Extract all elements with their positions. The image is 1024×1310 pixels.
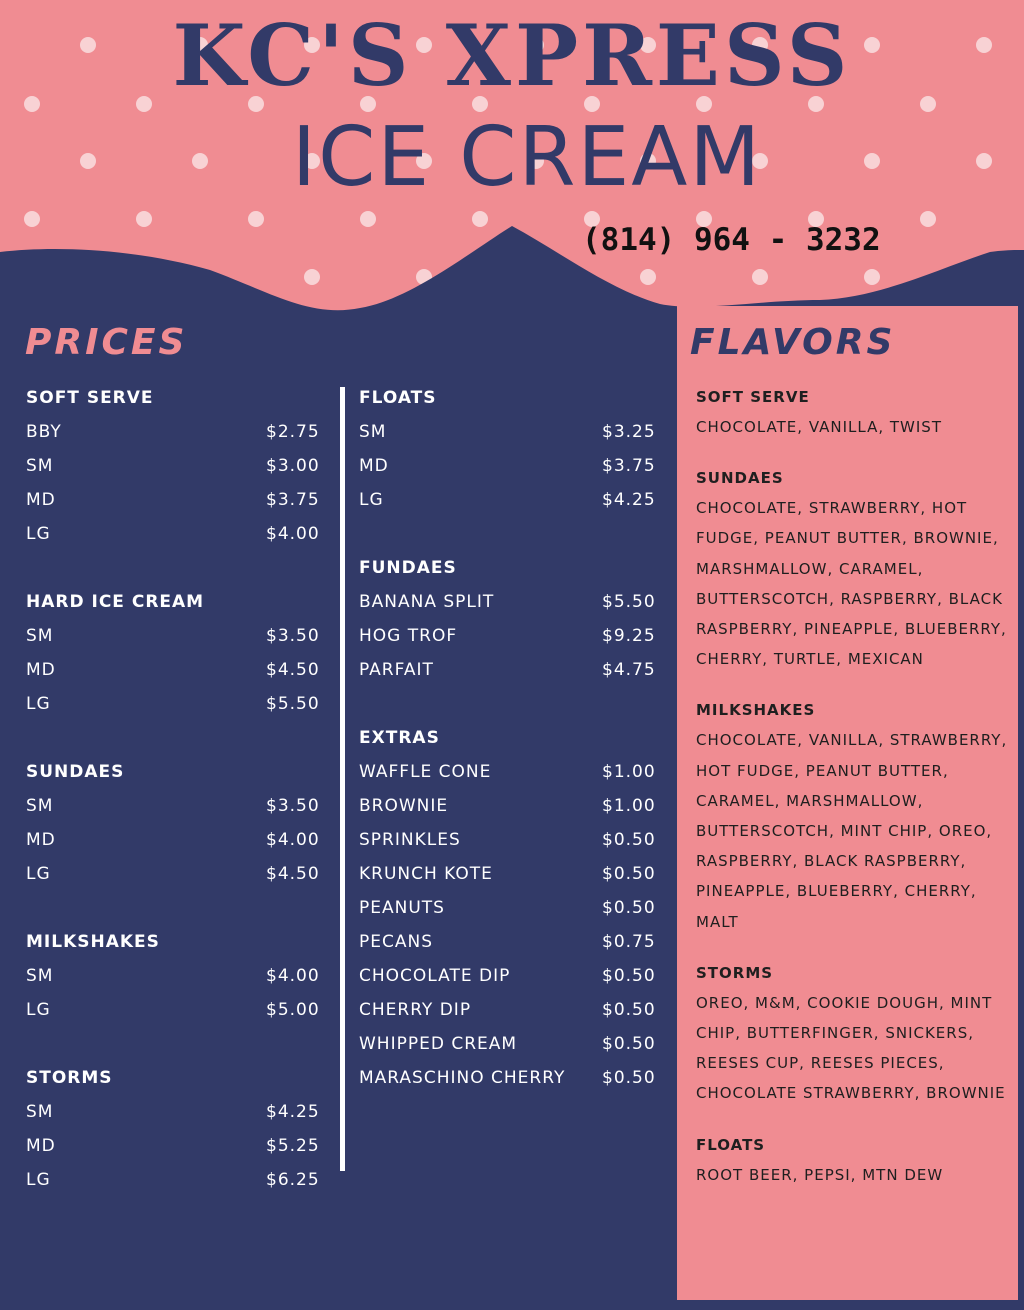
price-row [26,1102,326,1136]
price-row [26,830,326,864]
price-category-heading: FLOATS [359,388,437,408]
price-row [26,966,326,1000]
item-name: PECANS [359,932,433,952]
item-price: $4.00 [266,524,320,544]
flavor-list-text: CHOCOLATE, VANILLA, STRAWBERRY, HOT FUDGE, PEANUT BUTTER, CARAMEL, MARSHMALLOW, BUTTERSCOTCH, MINT CHIP, OREO, RASPBERRY, BLACK RASPBERRY, PINEAPPLE, BLUEBERRY, CHERRY, MALT [696,731,1008,931]
price-row [26,524,326,558]
flavor-section [696,467,1016,674]
item-name: LG [26,1000,51,1020]
item-name: CHOCOLATE DIP [359,966,511,986]
flavor-list-text: ROOT BEER, PEPSI, MTN DEW [696,1165,944,1184]
flavor-section [696,699,1016,936]
item-name: HOG TROF [359,626,458,646]
item-name: LG [26,524,51,544]
price-row [359,1068,659,1102]
section-spacer [26,558,326,592]
item-name: BROWNIE [359,796,449,816]
polka-dot [248,211,264,227]
item-price: $6.25 [266,1170,320,1190]
item-price: $4.25 [602,490,656,510]
item-price: $5.00 [266,1000,320,1020]
price-row [26,660,326,694]
item-price: $9.25 [602,626,656,646]
flavor-category-heading: STORMS [696,963,774,982]
price-row [26,1170,326,1204]
item-name: MD [359,456,389,476]
item-price: $4.50 [266,660,320,680]
price-row [359,1000,659,1034]
price-row [26,864,326,898]
flavor-category-heading: SOFT SERVE [696,388,810,406]
price-category-heading: FUNDAES [359,558,457,578]
price-category-heading: STORMS [26,1068,113,1088]
item-price: $3.75 [602,456,656,476]
item-price: $3.50 [266,796,320,816]
section-spacer [26,898,326,932]
flavor-category-heading: SUNDAES [696,469,784,488]
item-name: CHERRY DIP [359,1000,472,1020]
item-price: $4.25 [266,1102,320,1122]
polka-dot [472,211,488,227]
price-category-heading: EXTRAS [359,728,440,748]
flavor-list-text: CHOCOLATE, STRAWBERRY, HOT FUDGE, PEANUT BUTTER, BROWNIE, MARSHMALLOW, CARAMEL, BUTTERSCOTCH, RASPBERRY, BLACK RASPBERRY, PINEAPPLE, BLUEBERRY, CHERRY, TURTLE, MEXICAN [696,499,1007,669]
item-name: MD [26,660,56,680]
polka-dot [24,211,40,227]
item-name: MD [26,1136,56,1156]
item-price: $1.00 [602,762,656,782]
price-row [26,796,326,830]
prices-heading: PRICES [25,322,188,363]
item-name: LG [26,1170,51,1190]
flavor-category-heading: MILKSHAKES [696,701,816,720]
price-row [359,490,659,524]
price-category-heading: SOFT SERVE [26,388,154,408]
item-price: $4.50 [266,864,320,884]
item-price: $0.50 [602,966,656,986]
item-price: $0.50 [602,1034,656,1054]
flavor-section [696,962,1016,1109]
item-price: $4.00 [266,966,320,986]
price-row [26,694,326,728]
flavor-category-heading: FLOATS [696,1135,766,1154]
polka-dot [920,211,936,227]
item-name: SPRINKLES [359,830,461,850]
section-spacer [26,728,326,762]
price-row [359,796,659,830]
flavor-section [696,1134,1016,1190]
item-name: SM [26,456,54,476]
polka-dot [752,269,768,285]
price-row [26,1136,326,1170]
section-spacer [359,524,659,558]
item-price: $5.25 [266,1136,320,1156]
item-name: PEANUTS [359,898,445,918]
price-row [26,422,326,456]
item-name: SM [26,626,54,646]
item-price: $4.75 [602,660,656,680]
price-row [359,1034,659,1068]
polka-dot [864,269,880,285]
flavor-section [696,386,1016,442]
item-price: $3.25 [602,422,656,442]
price-row [26,626,326,660]
prices-middle-column [359,388,659,1102]
price-row [359,456,659,490]
item-price: $0.50 [602,830,656,850]
polka-dot [136,211,152,227]
item-name: MD [26,830,56,850]
price-row [359,898,659,932]
flavors-heading: FLAVORS [690,322,896,363]
price-row [359,660,659,694]
polka-dot [360,211,376,227]
item-name: MARASCHINO CHERRY [359,1068,566,1088]
item-name: WAFFLE CONE [359,762,492,782]
item-price: $3.50 [266,626,320,646]
price-row [359,422,659,456]
item-price: $1.00 [602,796,656,816]
price-row [359,864,659,898]
title-line1: KC'S XPRESS [172,6,852,105]
prices-left-column [26,388,326,1204]
item-name: SM [26,796,54,816]
item-name: SM [26,966,54,986]
section-spacer [359,694,659,728]
price-row [359,762,659,796]
price-row [359,966,659,1000]
price-row [26,490,326,524]
price-row [359,830,659,864]
item-name: BBY [26,422,62,442]
price-row [26,456,326,490]
price-category-heading: SUNDAES [26,762,125,782]
price-category-heading: HARD ICE CREAM [26,592,205,612]
item-price: $0.50 [602,1000,656,1020]
column-divider [340,387,345,1171]
price-category-heading: MILKSHAKES [26,932,160,952]
price-row [359,932,659,966]
item-price: $4.00 [266,830,320,850]
item-name: WHIPPED CREAM [359,1034,518,1054]
section-spacer [26,1034,326,1068]
price-row [26,1000,326,1034]
item-name: PARFAIT [359,660,434,680]
title-line2: ICE CREAM [291,110,763,205]
item-price: $0.50 [602,898,656,918]
polka-dot [640,269,656,285]
item-price: $0.50 [602,1068,656,1088]
item-name: SM [26,1102,54,1122]
item-name: SM [359,422,387,442]
flavor-list-text: OREO, M&M, COOKIE DOUGH, MINT CHIP, BUTTERFINGER, SNICKERS, REESES CUP, REESES PIECES, CHOCOLATE STRAWBERRY, BROWNIE [696,993,1006,1103]
price-row [359,592,659,626]
flavors-list [696,386,1016,1215]
flavor-list-text: CHOCOLATE, VANILLA, TWIST [696,418,942,436]
polka-dot [304,269,320,285]
item-price: $5.50 [266,694,320,714]
item-price: $2.75 [266,422,320,442]
item-name: LG [359,490,384,510]
item-name: LG [26,864,51,884]
item-name: KRUNCH KOTE [359,864,493,884]
item-name: LG [26,694,51,714]
item-price: $3.00 [266,456,320,476]
item-price: $0.50 [602,864,656,884]
item-name: MD [26,490,56,510]
item-price: $5.50 [602,592,656,612]
item-price: $3.75 [266,490,320,510]
phone-number: (814) 964 - 3232 [582,222,881,258]
item-name: BANANA SPLIT [359,592,495,612]
price-row [359,626,659,660]
item-price: $0.75 [602,932,656,952]
